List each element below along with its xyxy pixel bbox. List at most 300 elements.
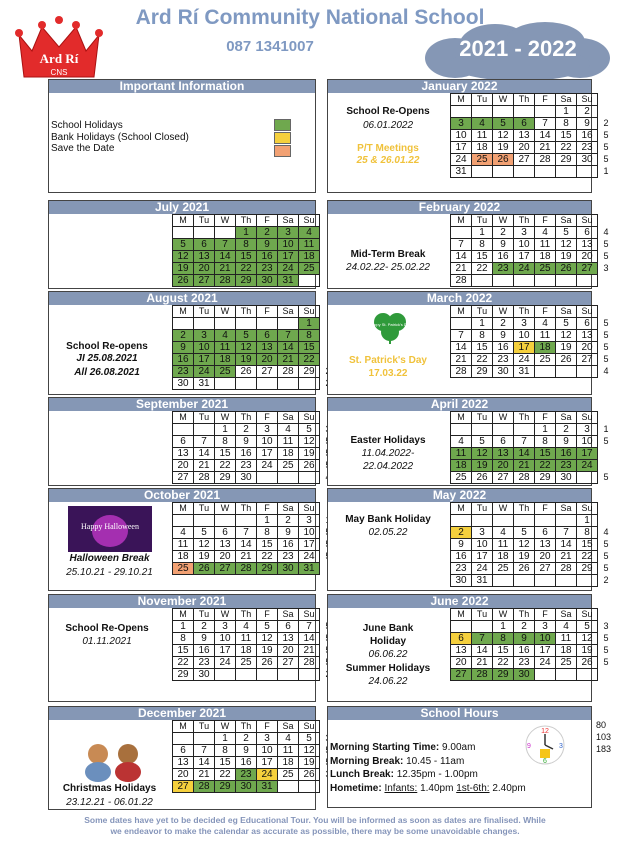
- day-cell: 21: [451, 354, 472, 366]
- day-cell: 28: [299, 657, 320, 669]
- weekday-header: Sa: [278, 503, 299, 515]
- day-cell: 30: [577, 154, 598, 166]
- weekday-header: F: [257, 609, 278, 621]
- day-cell: [556, 275, 577, 287]
- weekday-header: M: [173, 503, 194, 515]
- day-cell: 8: [577, 527, 598, 539]
- month-title: September 2021: [49, 398, 315, 411]
- day-cell: 27: [173, 472, 194, 484]
- day-cell: [215, 318, 236, 330]
- day-cell: 11: [236, 633, 257, 645]
- month-panel-3: [48, 397, 316, 486]
- day-cell: 26: [173, 275, 194, 287]
- day-cell: 13: [194, 251, 215, 263]
- day-cell: [278, 669, 299, 681]
- day-cell: 26: [556, 354, 577, 366]
- weekday-header: Sa: [556, 412, 577, 424]
- day-cell: 29: [299, 366, 320, 378]
- day-cell: 17: [577, 448, 598, 460]
- oct-event-title: Halloween Break: [69, 553, 150, 564]
- infants-label: Infants:: [384, 783, 418, 794]
- day-cell: 27: [257, 366, 278, 378]
- day-cell: 19: [472, 460, 493, 472]
- footer-line2: we endeavor to make the calendar as accurate as possible, there may be some unavoidable changes.: [110, 826, 520, 836]
- day-cell: 11: [535, 330, 556, 342]
- day-cell: 31: [299, 563, 320, 575]
- day-cell: 18: [173, 551, 194, 563]
- week-count: 5: [603, 472, 609, 482]
- day-cell: 23: [173, 366, 194, 378]
- day-cell: 7: [236, 527, 257, 539]
- weekday-header: W: [215, 412, 236, 424]
- week-count: 2: [603, 575, 609, 585]
- shamrock-icon: [370, 308, 410, 344]
- week-count: 5: [603, 330, 609, 340]
- day-cell: 6: [451, 633, 472, 645]
- day-cell: [493, 515, 514, 527]
- day-cell: 4: [278, 733, 299, 745]
- day-cell: 23: [451, 563, 472, 575]
- day-cell: [493, 424, 514, 436]
- day-cell: 22: [556, 142, 577, 154]
- day-cell: [556, 575, 577, 587]
- teddy-bears-image: [78, 740, 148, 782]
- day-cell: 27: [535, 563, 556, 575]
- day-cell: 3: [257, 733, 278, 745]
- day-cell: [299, 781, 320, 793]
- day-cell: 19: [194, 551, 215, 563]
- weekday-header: W: [215, 503, 236, 515]
- week-count: 1: [603, 424, 609, 434]
- day-cell: 20: [173, 460, 194, 472]
- weekday-header: W: [493, 503, 514, 515]
- day-cell: 19: [577, 645, 598, 657]
- day-cell: 23: [257, 263, 278, 275]
- weekday-header: Tu: [472, 503, 493, 515]
- day-cell: [535, 166, 556, 178]
- day-cell: 22: [535, 460, 556, 472]
- mar-event-date: 17.03.22: [368, 368, 408, 379]
- weekday-header: Su: [577, 306, 598, 318]
- day-cell: 1: [577, 515, 598, 527]
- day-cell: 24: [451, 154, 472, 166]
- day-cell: 6: [514, 118, 535, 130]
- weekday-header: Sa: [556, 94, 577, 106]
- day-cell: [236, 515, 257, 527]
- day-cell: 26: [472, 472, 493, 484]
- day-cell: 31: [472, 575, 493, 587]
- day-cell: [577, 472, 598, 484]
- day-cell: 24: [514, 263, 535, 275]
- day-cell: 27: [493, 472, 514, 484]
- weekday-header: W: [215, 215, 236, 227]
- day-cell: [493, 106, 514, 118]
- day-cell: 31: [514, 366, 535, 378]
- weekday-header: Tu: [472, 412, 493, 424]
- day-cell: [236, 318, 257, 330]
- day-cell: 22: [236, 263, 257, 275]
- day-cell: 20: [514, 142, 535, 154]
- week-day-counts: [601, 105, 611, 177]
- day-cell: [299, 669, 320, 681]
- week-count: [601, 514, 611, 526]
- day-cell: 16: [257, 251, 278, 263]
- day-cell: 8: [173, 633, 194, 645]
- day-cell: 10: [257, 436, 278, 448]
- month-title: October 2021: [49, 489, 315, 502]
- feb-event-title: Mid-Term Break: [350, 249, 426, 260]
- weekday-header: Th: [236, 215, 257, 227]
- day-cell: 9: [173, 342, 194, 354]
- day-cell: [535, 366, 556, 378]
- day-cell: [257, 318, 278, 330]
- aug-event-line1: JI 25.08.2021: [76, 353, 138, 364]
- weekday-header: Tu: [472, 306, 493, 318]
- day-cell: [173, 227, 194, 239]
- jun-summer-title: Summer Holidays: [345, 663, 431, 674]
- day-cell: [236, 378, 257, 390]
- weekday-header: M: [173, 721, 194, 733]
- day-cell: 28: [278, 366, 299, 378]
- day-cell: 1: [173, 621, 194, 633]
- day-cell: 3: [257, 424, 278, 436]
- day-cell: 26: [577, 657, 598, 669]
- month-grid: [450, 305, 598, 378]
- day-cell: [514, 424, 535, 436]
- day-cell: 14: [194, 448, 215, 460]
- month-panel-8: [327, 200, 609, 289]
- home-label: Hometime:: [330, 783, 382, 794]
- weekday-header: F: [257, 721, 278, 733]
- day-cell: 4: [556, 621, 577, 633]
- day-cell: 13: [493, 448, 514, 460]
- day-cell: 4: [535, 318, 556, 330]
- day-cell: 2: [493, 318, 514, 330]
- day-cell: 11: [451, 448, 472, 460]
- day-cell: 10: [472, 539, 493, 551]
- day-cell: 18: [472, 142, 493, 154]
- day-cell: [194, 318, 215, 330]
- day-cell: [173, 318, 194, 330]
- month-title: August 2021: [49, 292, 315, 305]
- week-count: 3: [603, 621, 609, 631]
- day-cell: 28: [472, 669, 493, 681]
- day-cell: 5: [472, 436, 493, 448]
- day-cell: 14: [278, 342, 299, 354]
- weekday-header: W: [493, 412, 514, 424]
- day-cell: 17: [535, 645, 556, 657]
- month-title: June 2022: [328, 595, 591, 608]
- day-cell: 4: [173, 527, 194, 539]
- day-cell: 7: [556, 527, 577, 539]
- weekday-header: F: [535, 215, 556, 227]
- day-cell: [215, 669, 236, 681]
- weekday-header: Sa: [278, 721, 299, 733]
- day-cell: [278, 472, 299, 484]
- day-cell: [278, 378, 299, 390]
- jan-pt-title: P/T Meetings: [357, 143, 419, 154]
- day-cell: [493, 575, 514, 587]
- jan-event-date: 06.01.2022: [362, 120, 414, 131]
- week-count: 5: [603, 436, 609, 446]
- day-cell: 29: [236, 275, 257, 287]
- day-cell: 20: [215, 551, 236, 563]
- week-count: [601, 274, 611, 286]
- svg-text:9: 9: [527, 743, 531, 750]
- day-cell: 18: [299, 251, 320, 263]
- first-sixth-label: 1st-6th:: [456, 783, 490, 794]
- day-cell: 28: [194, 472, 215, 484]
- day-cell: [194, 424, 215, 436]
- weekday-header: Th: [236, 306, 257, 318]
- day-cell: 30: [556, 472, 577, 484]
- week-day-counts: [601, 317, 611, 377]
- week-count: 5: [603, 551, 609, 561]
- day-cell: [451, 227, 472, 239]
- day-cell: [472, 424, 493, 436]
- day-cell: 9: [194, 633, 215, 645]
- day-cell: 7: [472, 633, 493, 645]
- day-cell: 17: [215, 645, 236, 657]
- week-count: 5: [603, 239, 609, 249]
- weekday-header: Sa: [556, 503, 577, 515]
- day-cell: 10: [194, 342, 215, 354]
- weekday-header: F: [257, 215, 278, 227]
- day-cell: 26: [493, 154, 514, 166]
- day-cell: 12: [236, 342, 257, 354]
- day-cell: 18: [215, 354, 236, 366]
- month-grid: [172, 502, 320, 575]
- day-cell: 15: [299, 342, 320, 354]
- hours-title: School Hours: [328, 707, 591, 720]
- day-cell: 13: [535, 539, 556, 551]
- day-cell: 12: [299, 745, 320, 757]
- weekday-header: M: [173, 306, 194, 318]
- day-cell: 26: [194, 563, 215, 575]
- important-info-panel: [48, 79, 316, 193]
- day-cell: 29: [215, 781, 236, 793]
- weekday-header: W: [215, 306, 236, 318]
- day-cell: 16: [236, 757, 257, 769]
- weekday-header: W: [493, 94, 514, 106]
- day-cell: 30: [514, 669, 535, 681]
- weekday-header: F: [257, 503, 278, 515]
- weekday-header: F: [257, 412, 278, 424]
- apr-event-line2: 22.04.2022: [362, 461, 414, 472]
- weekday-header: Th: [236, 721, 257, 733]
- day-cell: 4: [535, 227, 556, 239]
- weekday-header: M: [451, 94, 472, 106]
- day-cell: 17: [257, 757, 278, 769]
- day-cell: 1: [535, 424, 556, 436]
- day-cell: 15: [577, 539, 598, 551]
- nov-event-title: School Re-Opens: [65, 623, 149, 634]
- day-cell: 13: [514, 130, 535, 142]
- weekday-header: W: [215, 721, 236, 733]
- day-cell: 21: [194, 460, 215, 472]
- day-cell: 31: [257, 781, 278, 793]
- svg-text:Happy St. Patrick's Day: Happy St. Patrick's Day: [370, 322, 410, 327]
- day-cell: 15: [257, 539, 278, 551]
- day-cell: 21: [236, 551, 257, 563]
- weekday-header: M: [173, 412, 194, 424]
- weekday-header: F: [535, 503, 556, 515]
- day-cell: 3: [577, 424, 598, 436]
- day-cell: 3: [535, 621, 556, 633]
- apr-event-line1: 11.04.2022-: [361, 448, 415, 459]
- total-1: 80: [596, 720, 607, 730]
- day-cell: 11: [472, 130, 493, 142]
- svg-text:Happy Halloween: Happy Halloween: [81, 522, 139, 531]
- day-cell: [535, 106, 556, 118]
- day-cell: [514, 575, 535, 587]
- day-cell: 23: [514, 657, 535, 669]
- day-cell: 23: [194, 657, 215, 669]
- day-cell: 6: [493, 436, 514, 448]
- month-grid: [450, 502, 598, 587]
- day-cell: 13: [173, 757, 194, 769]
- day-cell: 5: [299, 424, 320, 436]
- day-cell: 5: [299, 733, 320, 745]
- day-cell: 6: [215, 527, 236, 539]
- day-cell: 10: [577, 436, 598, 448]
- day-cell: 8: [535, 436, 556, 448]
- week-count: 5: [603, 142, 609, 152]
- day-cell: [215, 378, 236, 390]
- day-cell: 1: [236, 227, 257, 239]
- day-cell: 5: [493, 118, 514, 130]
- weekday-header: Su: [299, 609, 320, 621]
- day-cell: 9: [236, 436, 257, 448]
- day-cell: 23: [556, 460, 577, 472]
- day-cell: 28: [451, 275, 472, 287]
- month-title: November 2021: [49, 595, 315, 608]
- jan-pt-dates: 25 & 26.01.22: [356, 155, 420, 166]
- day-cell: 28: [556, 563, 577, 575]
- day-cell: 2: [173, 330, 194, 342]
- day-cell: 9: [493, 239, 514, 251]
- day-cell: 2: [577, 106, 598, 118]
- day-cell: [514, 275, 535, 287]
- day-cell: [556, 515, 577, 527]
- day-cell: 5: [556, 318, 577, 330]
- day-cell: 27: [514, 154, 535, 166]
- weekday-header: Sa: [278, 412, 299, 424]
- day-cell: 12: [173, 251, 194, 263]
- day-cell: 5: [173, 239, 194, 251]
- day-cell: 18: [236, 645, 257, 657]
- weekday-header: Th: [514, 412, 535, 424]
- day-cell: 20: [535, 551, 556, 563]
- day-cell: [472, 515, 493, 527]
- month-panel-5: [48, 594, 316, 702]
- day-cell: 15: [215, 448, 236, 460]
- weekday-header: F: [535, 306, 556, 318]
- svg-text:3: 3: [559, 743, 563, 750]
- day-cell: 19: [299, 448, 320, 460]
- month-panel-11: [327, 488, 609, 591]
- day-cell: 29: [493, 669, 514, 681]
- day-cell: 14: [514, 448, 535, 460]
- day-cell: 23: [278, 551, 299, 563]
- day-cell: [472, 106, 493, 118]
- day-cell: 30: [173, 378, 194, 390]
- day-cell: 4: [299, 227, 320, 239]
- day-cell: 30: [236, 781, 257, 793]
- lunch-label: Lunch Break:: [330, 769, 394, 780]
- day-cell: 23: [236, 769, 257, 781]
- weekday-header: Tu: [194, 215, 215, 227]
- week-count: 5: [603, 154, 609, 164]
- week-count: 5: [603, 130, 609, 140]
- day-cell: 25: [278, 460, 299, 472]
- day-cell: [299, 275, 320, 287]
- day-cell: 24: [257, 769, 278, 781]
- jun-event-date: 06.06.22: [368, 649, 408, 660]
- day-cell: 14: [194, 757, 215, 769]
- day-cell: 17: [514, 251, 535, 263]
- day-cell: 1: [472, 227, 493, 239]
- day-cell: 26: [236, 366, 257, 378]
- weekday-header: Tu: [472, 215, 493, 227]
- day-cell: 13: [215, 539, 236, 551]
- month-grid: [172, 720, 320, 793]
- day-cell: 15: [493, 645, 514, 657]
- day-cell: 30: [278, 563, 299, 575]
- day-cell: 14: [236, 539, 257, 551]
- day-cell: 25: [556, 657, 577, 669]
- day-cell: [451, 424, 472, 436]
- day-cell: 19: [556, 251, 577, 263]
- day-cell: 17: [514, 342, 535, 354]
- weekday-header: Th: [514, 609, 535, 621]
- day-cell: 8: [215, 436, 236, 448]
- day-cell: 15: [556, 130, 577, 142]
- aug-event-title: School Re-opens: [66, 341, 148, 352]
- day-cell: 4: [451, 436, 472, 448]
- weekday-header: Tu: [194, 306, 215, 318]
- day-cell: [577, 275, 598, 287]
- day-cell: 17: [451, 142, 472, 154]
- day-cell: 11: [278, 745, 299, 757]
- weekday-header: Sa: [278, 609, 299, 621]
- logo-sub: CNS: [50, 68, 68, 77]
- day-cell: 8: [257, 527, 278, 539]
- day-cell: 26: [514, 563, 535, 575]
- day-cell: 5: [236, 330, 257, 342]
- day-cell: [451, 515, 472, 527]
- day-cell: [215, 227, 236, 239]
- weekday-header: W: [493, 609, 514, 621]
- day-cell: 20: [577, 342, 598, 354]
- day-cell: 29: [577, 563, 598, 575]
- day-cell: 23: [236, 460, 257, 472]
- month-panel-7: [327, 79, 609, 193]
- day-cell: 7: [278, 330, 299, 342]
- day-cell: 8: [215, 745, 236, 757]
- day-cell: 10: [278, 239, 299, 251]
- day-cell: 13: [278, 633, 299, 645]
- day-cell: 24: [215, 657, 236, 669]
- jun-event-title2: Holiday: [369, 636, 407, 647]
- day-cell: 26: [257, 657, 278, 669]
- day-cell: [535, 515, 556, 527]
- day-cell: 21: [514, 460, 535, 472]
- weekday-header: Su: [299, 215, 320, 227]
- infants-time: 1.40pm: [420, 783, 454, 794]
- week-day-counts: [601, 514, 611, 586]
- day-cell: 20: [173, 769, 194, 781]
